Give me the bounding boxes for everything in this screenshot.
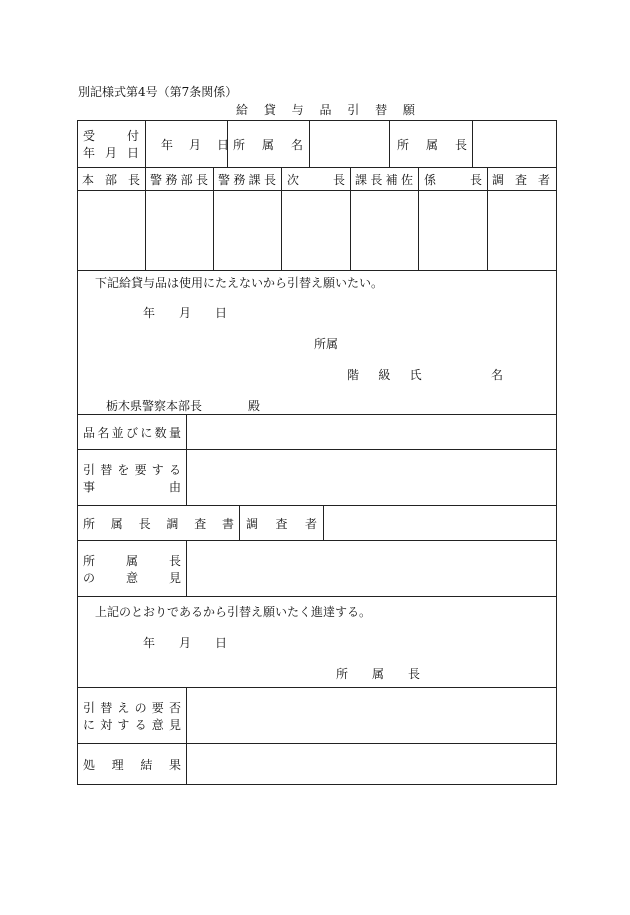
request-addressee: 栃木県警察本部長 xyxy=(106,399,203,413)
received-date-value: 年 月 日 xyxy=(161,138,232,152)
approval-stamp-box-5[interactable] xyxy=(351,191,418,270)
border-bottom xyxy=(77,784,557,785)
approval-header-2: 警 務 部 長 xyxy=(150,172,208,187)
form-reference: 別記様式第4号（第7条関係） xyxy=(78,85,238,99)
approval-header-4: 次 長 xyxy=(287,172,345,187)
request-rank-name: 階 級 氏 名 xyxy=(347,367,503,382)
forwarding-statement: 上記のとおりであるから引替え願いたく進達する。 xyxy=(95,605,372,619)
approval-header-6: 係 長 xyxy=(424,172,482,187)
request-affiliation: 所属 xyxy=(314,337,339,351)
border-right xyxy=(556,120,557,785)
forwarding-date: 年 月 日 xyxy=(143,636,228,650)
affiliation-name-label: 所 属 名 xyxy=(233,137,303,152)
approval-stamp-box-1[interactable] xyxy=(78,191,145,270)
approval-stamp-box-7[interactable] xyxy=(488,191,556,270)
vline-top-4 xyxy=(389,120,390,168)
processing-result-label: 処 理 結 果 xyxy=(83,757,181,772)
approval-header-1: 本 部 長 xyxy=(82,172,140,187)
item-quantity-field[interactable] xyxy=(187,415,556,449)
sep-opinion xyxy=(77,596,557,597)
received-date-label: 受 付 年 月 日 xyxy=(83,129,139,160)
approval-stamp-box-3[interactable] xyxy=(214,191,281,270)
approval-header-7: 調 査 者 xyxy=(492,172,550,187)
affiliation-name-field[interactable] xyxy=(310,121,389,167)
request-date: 年 月 日 xyxy=(143,306,228,320)
affiliation-head-label: 所 属 長 xyxy=(397,137,467,152)
vline-top-1 xyxy=(145,120,146,168)
head-opinion-label: 所 属 長 の 意 見 xyxy=(83,554,181,585)
reason-field[interactable] xyxy=(187,450,556,505)
item-quantity-label: 品 名 並 び に 数 量 xyxy=(83,425,181,440)
sep-approval-boxes xyxy=(77,270,557,271)
approval-stamp-box-2[interactable] xyxy=(146,191,213,270)
forwarding-signer: 所 属 長 xyxy=(336,666,420,681)
processing-result-field[interactable] xyxy=(187,744,556,784)
request-honorific: 殿 xyxy=(248,399,261,413)
approval-header-5: 課 長 補 佐 xyxy=(355,172,413,187)
request-statement: 下記給貸与品は使用にたえないから引替え願いたい。 xyxy=(95,276,384,290)
reason-label: 引 替 を 要 す る 事 由 xyxy=(83,463,181,494)
replacement-need-label: 引 替 え の 要 否 に 対 す る 意 見 xyxy=(83,701,181,732)
approval-stamp-box-4[interactable] xyxy=(282,191,350,270)
form-title: 給 貸 与 品 引 替 願 xyxy=(236,103,421,117)
investigator-field[interactable] xyxy=(324,506,556,540)
approval-stamp-box-6[interactable] xyxy=(419,191,487,270)
approval-header-3: 警 務 課 長 xyxy=(218,172,276,187)
investigation-report-label: 所 属 長 調 査 書 xyxy=(83,516,234,531)
affiliation-head-field[interactable] xyxy=(473,121,556,167)
sep-top-row xyxy=(77,167,557,168)
head-opinion-field[interactable] xyxy=(187,541,556,596)
vline-invest-1 xyxy=(239,505,240,541)
investigator-label: 調 査 者 xyxy=(246,516,317,531)
replacement-need-field[interactable] xyxy=(187,688,556,743)
